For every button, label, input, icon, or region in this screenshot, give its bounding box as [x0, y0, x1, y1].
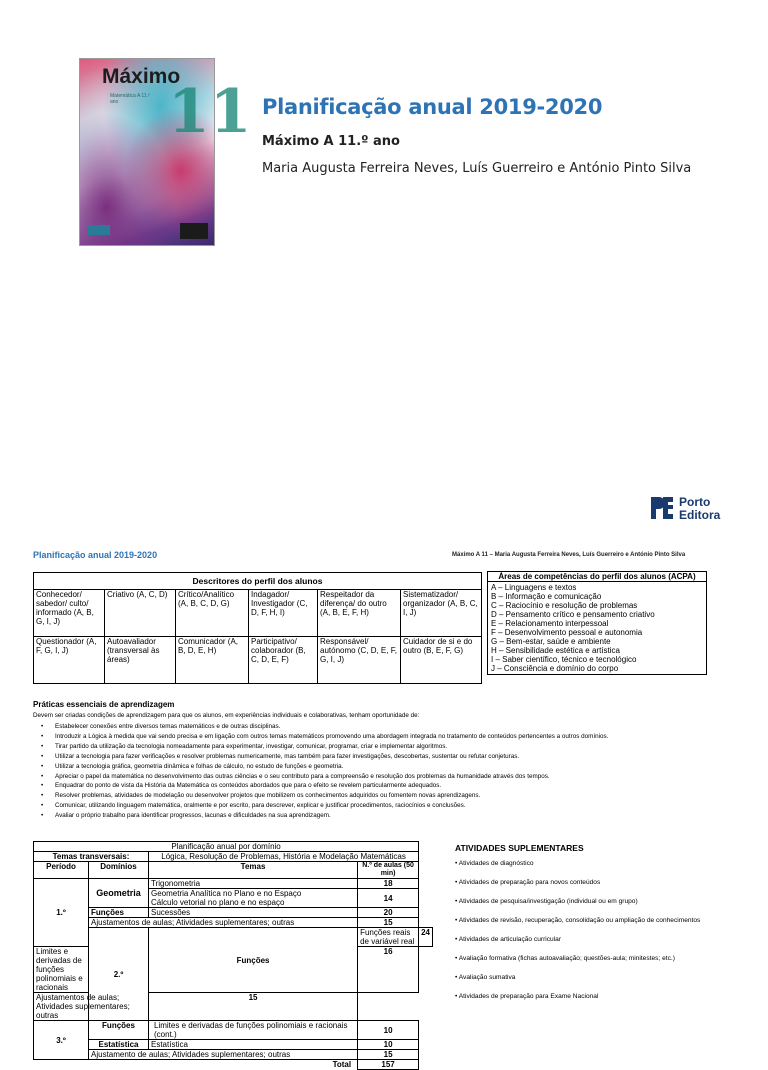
- col-aulas: N.º de aulas (50 min): [358, 862, 419, 879]
- dominio-estatistica: Estatística: [89, 1040, 149, 1050]
- list-item: H – Sensibilidade estética e artística: [491, 646, 620, 655]
- acpa-title: Áreas de competências do perfil dos alunos (ACPA): [488, 572, 707, 582]
- tema-cell: Estatística: [149, 1040, 358, 1050]
- planificacao-table: [33, 841, 433, 1070]
- praticas-list: [33, 722, 745, 821]
- temas-transversais-label: Temas transversais:: [34, 852, 149, 862]
- aulas-cell: 18: [358, 879, 419, 889]
- atividades-title: ATIVIDADES SUPLEMENTARES: [455, 843, 584, 853]
- book-cover: [79, 58, 252, 246]
- dominio-funcoes: Funções: [149, 928, 358, 993]
- table-cell: Conhecedor/ sabedor/ culto/ informado (A, B, G, I, J): [34, 590, 105, 637]
- list-item: E – Relacionamento interpessoal: [491, 619, 609, 628]
- atividades-list: [455, 860, 745, 1012]
- dominio-geometria: Geometria: [89, 879, 149, 908]
- table-row: [34, 590, 482, 637]
- table-cell: Responsável/ autónomo (C, D, E, F, G, I, J): [318, 637, 401, 684]
- descritores-table: [33, 572, 482, 684]
- cover-title: Máximo: [102, 65, 181, 88]
- table-cell: Sistematizador/ organizador (A, B, C, I, J): [401, 590, 482, 637]
- cover-number: 11: [168, 77, 252, 147]
- periodo-1: 1.º: [34, 879, 89, 947]
- list-item: • Avaliar o próprio trabalho para identificar progressos, lacunas e dificuldades na sua aprendizagem.: [33, 811, 745, 821]
- aulas-cell: 15: [358, 1050, 419, 1060]
- acpa-table: [487, 571, 707, 675]
- tema-cell: Ajustamento de aulas; Atividades suplementares; outras: [89, 1050, 358, 1060]
- tema-cell: Ajustamentos de aulas; Atividades suplementares; outras: [89, 918, 358, 928]
- list-item: • Utilizar a tecnologia gráfica, geometria dinâmica e folhas de cálculo, no estudo de funções e geometria.: [33, 762, 745, 772]
- list-item: • Enquadrar do ponto de vista da História da Matemática os conteúdos abordados que para o efeito se revelem particularmente adequados.: [33, 781, 745, 791]
- list-item: G – Bem-estar, saúde e ambiente: [491, 637, 611, 646]
- tema-cell: Sucessões: [149, 908, 358, 918]
- page2-header-authors: Máximo A 11 – Maria Augusta Ferreira Neves, Luís Guerreiro e António Pinto Silva: [452, 552, 686, 558]
- praticas-intro: Devem ser criadas condições de aprendizagem para que os alunos, em experiências individuais e colaborativas, tenham oportunidade de:: [33, 712, 420, 719]
- table-cell: Indagador/ Investigador (C, D, F, H, I): [249, 590, 318, 637]
- plan-title: Planificação anual por domínio: [34, 842, 419, 852]
- book-name: Máximo A 11.º ano: [262, 134, 400, 149]
- authors: Maria Augusta Ferreira Neves, Luís Guerreiro e António Pinto Silva: [262, 161, 692, 176]
- list-item: • Avaliação sumativa: [455, 974, 516, 981]
- aulas-cell: 15: [149, 993, 358, 1021]
- list-item: • Introduzir a Lógica à medida que vai sendo precisa e em ligação com outros temas matemáticos promovendo uma abordagem integrada no tratamento de conteúdos pertencentes a outros domínios.: [33, 732, 745, 742]
- publisher-name: Porto Editora: [679, 495, 721, 522]
- list-item: • Atividades de preparação para novos conteúdos: [455, 879, 601, 886]
- list-item: • Tirar partido da utilização da tecnologia nomeadamente para experimentar, investigar, comunicar, programar, criar e implementar algoritmos.: [33, 742, 745, 752]
- list-item: • Resolver problemas, atividades de modelação ou desenvolver projetos que mobilizem os conhecimentos adquiridos ou fomentem novas aprendizagens.: [33, 791, 745, 801]
- table-cell: Respeitador da diferença/ do outro (A, B, E, F, H): [318, 590, 401, 637]
- list-item: • Estabelecer conexões entre diversos temas matemáticos e de outras disciplinas.: [33, 722, 745, 732]
- list-item: B – Informação e comunicação: [491, 592, 602, 601]
- aulas-cell: 10: [358, 1021, 419, 1040]
- table-cell: Criativo (A, C, D): [105, 590, 176, 637]
- list-item: J – Consciência e domínio do corpo: [491, 664, 619, 673]
- aulas-cell: 14: [358, 889, 419, 908]
- table-cell: Comunicador (A, B, D, E, H): [176, 637, 249, 684]
- list-item: • Atividades de diagnóstico: [455, 860, 534, 867]
- acpa-list: [488, 582, 707, 675]
- tema-cell: Limites e derivadas de funções polinomiais e racionais (cont.): [149, 1021, 358, 1040]
- list-item: • Atividades de articulação curricular: [455, 936, 562, 943]
- page2-header-title: Planificação anual 2019-2020: [33, 550, 158, 560]
- porto-editora-logo-icon: [649, 497, 675, 519]
- cover-publisher-logo: [180, 223, 208, 239]
- table-cell: Questionador (A, F, G, I, J): [34, 637, 105, 684]
- cover-badge: [88, 225, 110, 235]
- list-item: I – Saber científico, técnico e tecnológico: [491, 655, 637, 664]
- tema-cell: Ajustamentos de aulas; Atividades suplementares; outras: [34, 993, 149, 1021]
- list-item: • Atividades de preparação para Exame Nacional: [455, 993, 599, 1000]
- col-dominios: Domínios: [89, 862, 149, 879]
- list-item: • Comunicar, utilizando linguagem matemática, oralmente e por escrito, para descrever, explicar e justificar procedimentos, raciocínios e conclusões.: [33, 801, 745, 811]
- total-label: Total: [34, 1060, 358, 1070]
- table-cell: Cuidador de si e do outro (B, E, F, G): [401, 637, 482, 684]
- praticas-title: Práticas essenciais de aprendizagem: [33, 700, 175, 709]
- col-temas: Temas: [149, 862, 358, 879]
- tema-cell: Trigonometria: [149, 879, 358, 889]
- descritores-title: Descritores do perfil dos alunos: [34, 573, 482, 590]
- aulas-cell: 10: [358, 1040, 419, 1050]
- list-item: D – Pensamento crítico e pensamento criativo: [491, 610, 655, 619]
- cover-subtitle: Matemática A 11.º ano: [110, 93, 150, 105]
- list-item: • Atividades de pesquisa/investigação (individual ou em grupo): [455, 898, 638, 905]
- total-value: 157: [358, 1060, 419, 1070]
- periodo-2: 2.º: [89, 928, 149, 1021]
- temas-transversais-value: Lógica, Resolução de Problemas, História e Modelação Matemáticas: [149, 852, 419, 862]
- aulas-cell: 24: [419, 928, 433, 947]
- list-item: C – Raciocínio e resolução de problemas: [491, 601, 638, 610]
- list-item: F – Desenvolvimento pessoal e autonomia: [491, 628, 643, 637]
- dominio-funcoes: Funções: [89, 1021, 149, 1040]
- table-cell: Autoavaliador (transversal às áreas): [105, 637, 176, 684]
- aulas-cell: 15: [358, 918, 419, 928]
- page-title: Planificação anual 2019-2020: [262, 95, 603, 119]
- tema-cell: Geometria Analítica no Plano e no Espaço Cálculo vetorial no plano e no espaço: [149, 889, 358, 908]
- table-cell: Participativo/ colaborador (B, C, D, E, F): [249, 637, 318, 684]
- aulas-cell: 20: [358, 908, 419, 918]
- aulas-cell: 16: [358, 947, 419, 993]
- dominio-funcoes: Funções: [89, 908, 149, 918]
- periodo-3: 3.º: [34, 1021, 89, 1060]
- list-item: • Atividades de revisão, recuperação, consolidação ou ampliação de conhecimentos: [455, 917, 701, 924]
- list-item: • Apreciar o papel da matemática no desenvolvimento das outras ciências e o seu contributo para a compreensão e resolução dos problemas da humanidade através dos tempos.: [33, 772, 745, 782]
- col-periodo: Período: [34, 862, 89, 879]
- tema-cell: Limites e derivadas de funções polinomiais e racionais: [34, 947, 89, 993]
- table-cell: Crítico/Analítico (A, B, C, D, G): [176, 590, 249, 637]
- tema-cell: Funções reais de variável real: [358, 928, 419, 947]
- list-item: A – Linguagens e textos: [491, 583, 577, 592]
- table-row: [34, 637, 482, 684]
- list-item: • Avaliação formativa (fichas autoavaliação; questões-aula; minitestes; etc.): [455, 955, 675, 962]
- list-item: • Utilizar a tecnologia para fazer verificações e resolver problemas numericamente, mas também para fazer investigações, descobertas, sustentar ou refutar conjeturas.: [33, 752, 745, 762]
